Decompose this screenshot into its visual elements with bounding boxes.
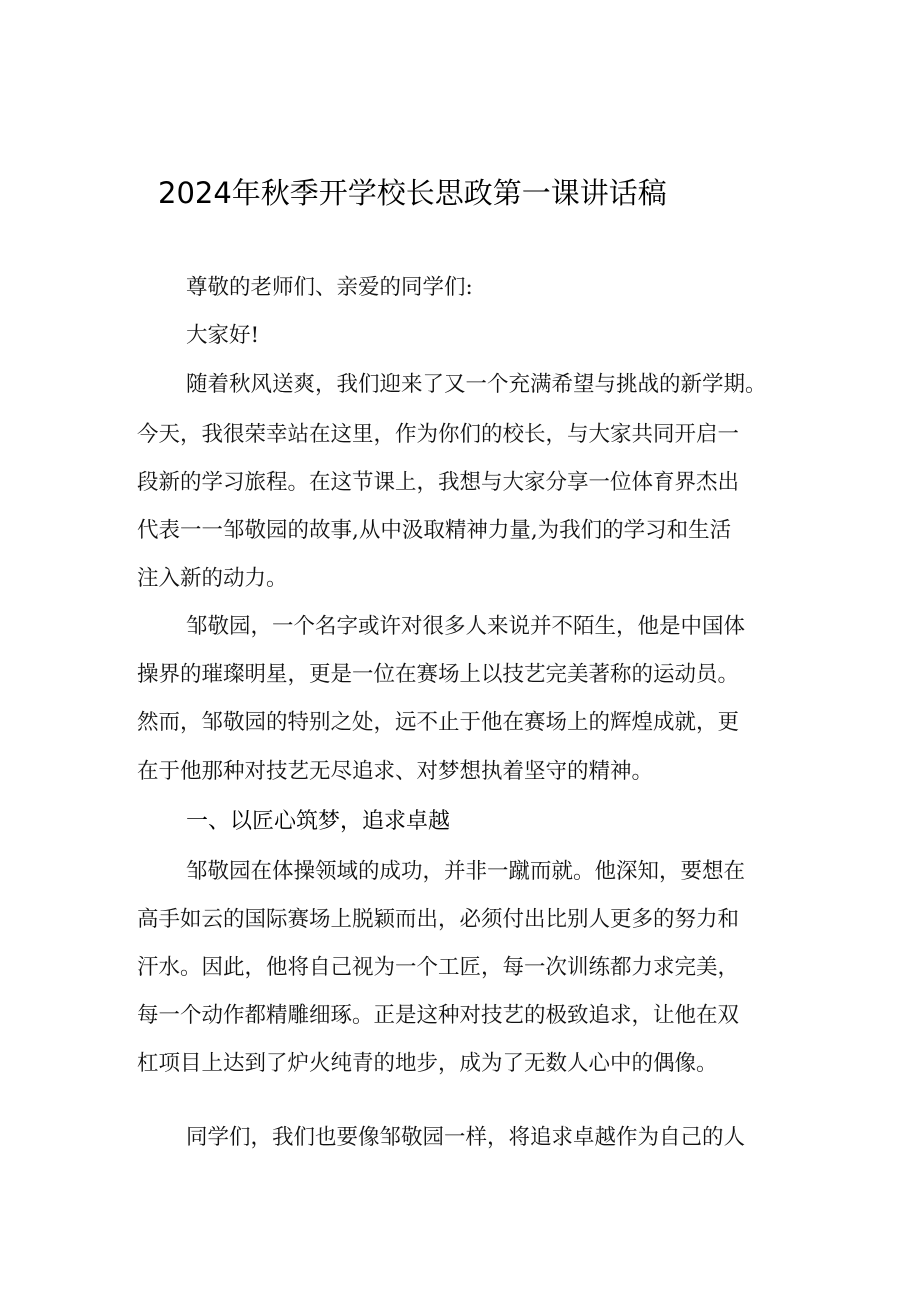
paragraph-line: 同学们，我们也要像邹敬园一样，将追求卓越作为自己的人	[186, 1125, 746, 1150]
paragraph-line: 在于他那种对技艺无尽追求、对梦想执着坚守的精神。	[137, 759, 654, 784]
paragraph-line: 今天，我很荣幸站在这里，作为你们的校长，与大家共同开启一	[137, 422, 740, 447]
section-heading: 一、以匠心筑梦，追求卓越	[186, 809, 451, 834]
paragraph-line: 随着秋风送爽，我们迎来了又一个充满希望与挑战的新学期。	[186, 372, 767, 397]
greeting: 大家好!	[186, 323, 260, 348]
paragraph-line: 杠项目上达到了炉火纯青的地步，成为了无数人心中的偶像。	[137, 1051, 718, 1076]
paragraph-line: 邹敬园在体操领域的成功，并非一蹴而就。他深知，要想在	[186, 859, 746, 884]
paragraph-line: 段新的学习旅程。在这节课上，我想与大家分享一位体育界杰出	[137, 470, 740, 495]
paragraph-line: 代表一一邹敬园的故事,从中汲取精神力量,为我们的学习和生活	[137, 518, 732, 543]
paragraph-line: 邹敬园，一个名字或许对很多人来说并不陌生，他是中国体	[186, 614, 746, 639]
paragraph-line: 高手如云的国际赛场上脱颖而出，必须付出比别人更多的努力和	[137, 907, 740, 932]
document-title: 2024年秋季开学校长思政第一课讲话稿	[158, 176, 667, 210]
salutation: 尊敬的老师们、亲爱的同学们:	[186, 275, 473, 300]
paragraph-line: 汗水。因此，他将自己视为一个工匠，每一次训练都力求完美，	[137, 955, 740, 980]
paragraph-line: 操界的璀璨明星，更是一位在赛场上以技艺完美著称的运动员。	[137, 662, 740, 687]
paragraph-line: 注入新的动力。	[137, 566, 288, 591]
paragraph-line: 然而，邹敬园的特别之处，远不止于他在赛场上的辉煌成就，更	[137, 710, 740, 735]
paragraph-line: 每一个动作都精雕细琢。正是这种对技艺的极致追求，让他在双	[137, 1003, 740, 1028]
